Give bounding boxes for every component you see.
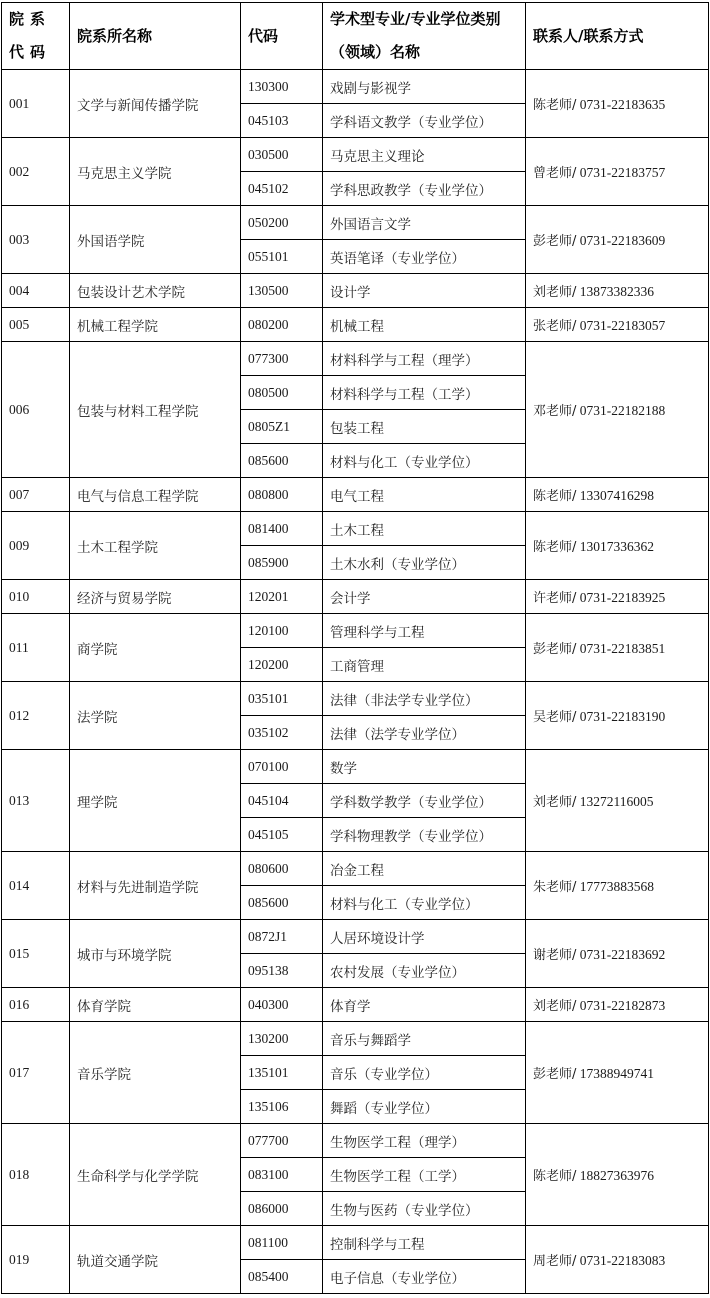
- major-name-cell: 冶金工程: [323, 852, 526, 886]
- contact-phone: 0731-22183757: [576, 165, 666, 180]
- contact-name: 周老师/: [533, 1254, 577, 1269]
- dept-name-cell: 文学与新闻传播学院: [70, 70, 241, 138]
- contact-phone: 18827363976: [576, 1168, 655, 1183]
- contact-cell: [526, 308, 709, 342]
- major-code-cell: 130200: [241, 1022, 323, 1056]
- dept-name-cell: 马克思主义学院: [70, 138, 241, 206]
- major-code-cell: 030500: [241, 138, 323, 172]
- contact-cell: [526, 580, 709, 614]
- major-name-cell: 法律（法学专业学位）: [323, 716, 526, 750]
- table-row: [2, 988, 709, 1022]
- contact-name: 张老师/: [533, 319, 577, 334]
- major-code-cell: 081100: [241, 1226, 323, 1260]
- contact-name: 刘老师/: [533, 795, 577, 810]
- major-name-cell: 体育学: [323, 988, 526, 1022]
- major-code-cell: 070100: [241, 750, 323, 784]
- contact-name: 陈老师/: [533, 540, 577, 555]
- contact-name: 陈老师/: [533, 489, 577, 504]
- major-name-cell: 舞蹈（专业学位）: [323, 1090, 526, 1124]
- major-name-cell: 材料科学与工程（理学）: [323, 342, 526, 376]
- dept-code-cell: 007: [2, 478, 70, 512]
- contact-name: 许老师/: [533, 591, 577, 606]
- table-body: [2, 70, 709, 1294]
- table-row: [2, 682, 709, 716]
- header-dept-code: 院系代码: [2, 3, 70, 70]
- major-code-cell: 045103: [241, 104, 323, 138]
- dept-code-cell: 003: [2, 206, 70, 274]
- major-name-cell: 音乐（专业学位）: [323, 1056, 526, 1090]
- major-name-cell: 机械工程: [323, 308, 526, 342]
- dept-name-cell: 包装与材料工程学院: [70, 342, 241, 478]
- major-name-cell: 材料科学与工程（工学）: [323, 376, 526, 410]
- table-row: [2, 1226, 709, 1260]
- table-row: [2, 138, 709, 172]
- contact-cell: [526, 920, 709, 988]
- header-major-code: 代码: [241, 3, 323, 70]
- major-name-cell: 电子信息（专业学位）: [323, 1260, 526, 1294]
- major-name-cell: 学科语文教学（专业学位）: [323, 104, 526, 138]
- dept-name-cell: 材料与先进制造学院: [70, 852, 241, 920]
- major-name-cell: 戏剧与影视学: [323, 70, 526, 104]
- header-dept-name: 院系所名称: [70, 3, 241, 70]
- major-code-cell: 077700: [241, 1124, 323, 1158]
- dept-code-cell: 017: [2, 1022, 70, 1124]
- table-row: [2, 750, 709, 784]
- table-row: [2, 580, 709, 614]
- major-code-cell: 135106: [241, 1090, 323, 1124]
- table-row: [2, 852, 709, 886]
- contact-phone: 13017336362: [576, 539, 655, 554]
- contact-name: 朱老师/: [533, 880, 577, 895]
- contact-cell: [526, 70, 709, 138]
- contact-name: 吴老师/: [533, 710, 577, 725]
- contact-name: 谢老师/: [533, 948, 577, 963]
- contact-name: 彭老师/: [533, 642, 577, 657]
- contact-cell: [526, 512, 709, 580]
- major-name-cell: 控制科学与工程: [323, 1226, 526, 1260]
- major-code-cell: 0872J1: [241, 920, 323, 954]
- dept-code-cell: 010: [2, 580, 70, 614]
- table-row: [2, 274, 709, 308]
- dept-name-cell: 法学院: [70, 682, 241, 750]
- dept-code-cell: 015: [2, 920, 70, 988]
- major-name-cell: 生物医学工程（理学）: [323, 1124, 526, 1158]
- contact-phone: 0731-22183190: [576, 709, 666, 724]
- contact-cell: [526, 852, 709, 920]
- contact-phone: 0731-22183925: [576, 590, 666, 605]
- major-code-cell: 120200: [241, 648, 323, 682]
- dept-name-cell: 机械工程学院: [70, 308, 241, 342]
- dept-code-cell: 004: [2, 274, 70, 308]
- major-code-cell: 080500: [241, 376, 323, 410]
- contact-phone: 0731-22183609: [576, 233, 666, 248]
- table-row: [2, 478, 709, 512]
- contact-cell: [526, 478, 709, 512]
- table-row: [2, 342, 709, 376]
- major-code-cell: 085400: [241, 1260, 323, 1294]
- table-row: [2, 512, 709, 546]
- contact-name: 刘老师/: [533, 999, 577, 1014]
- contact-phone: 0731-22183851: [576, 641, 666, 656]
- major-code-cell: 081400: [241, 512, 323, 546]
- dept-name-cell: 生命科学与化学学院: [70, 1124, 241, 1226]
- major-name-cell: 学科数学教学（专业学位）: [323, 784, 526, 818]
- major-name-cell: 材料与化工（专业学位）: [323, 886, 526, 920]
- header-major-name: 学术型专业/专业学位类别（领域）名称: [323, 3, 526, 70]
- contact-cell: [526, 206, 709, 274]
- dept-name-cell: 理学院: [70, 750, 241, 852]
- major-name-cell: 人居环境设计学: [323, 920, 526, 954]
- contact-cell: [526, 1226, 709, 1294]
- major-name-cell: 外国语言文学: [323, 206, 526, 240]
- contact-cell: [526, 682, 709, 750]
- dept-code-cell: 016: [2, 988, 70, 1022]
- dept-code-cell: 019: [2, 1226, 70, 1294]
- major-name-cell: 会计学: [323, 580, 526, 614]
- major-name-cell: 材料与化工（专业学位）: [323, 444, 526, 478]
- major-code-cell: 045102: [241, 172, 323, 206]
- major-code-cell: 035102: [241, 716, 323, 750]
- major-name-cell: 土木水利（专业学位）: [323, 546, 526, 580]
- major-name-cell: 生物与医药（专业学位）: [323, 1192, 526, 1226]
- major-code-cell: 050200: [241, 206, 323, 240]
- contact-cell: [526, 138, 709, 206]
- dept-name-cell: 轨道交通学院: [70, 1226, 241, 1294]
- contact-name: 彭老师/: [533, 234, 577, 249]
- dept-name-cell: 音乐学院: [70, 1022, 241, 1124]
- major-code-cell: 045104: [241, 784, 323, 818]
- major-code-cell: 085900: [241, 546, 323, 580]
- contact-phone: 0731-22183057: [576, 318, 666, 333]
- dept-code-cell: 014: [2, 852, 70, 920]
- contact-phone: 0731-22182873: [576, 998, 666, 1013]
- dept-code-cell: 005: [2, 308, 70, 342]
- major-code-cell: 085600: [241, 444, 323, 478]
- major-code-cell: 135101: [241, 1056, 323, 1090]
- major-code-cell: 120100: [241, 614, 323, 648]
- major-name-cell: 音乐与舞蹈学: [323, 1022, 526, 1056]
- contact-cell: [526, 1124, 709, 1226]
- dept-code-cell: 006: [2, 342, 70, 478]
- major-code-cell: 080800: [241, 478, 323, 512]
- table-row: [2, 920, 709, 954]
- dept-code-cell: 013: [2, 750, 70, 852]
- dept-code-cell: 009: [2, 512, 70, 580]
- major-name-cell: 数学: [323, 750, 526, 784]
- major-code-cell: 095138: [241, 954, 323, 988]
- contact-name: 陈老师/: [533, 98, 577, 113]
- contact-name: 邓老师/: [533, 404, 577, 419]
- major-name-cell: 工商管理: [323, 648, 526, 682]
- contact-phone: 0731-22182188: [576, 403, 666, 418]
- table-row: [2, 1022, 709, 1056]
- major-code-cell: 085600: [241, 886, 323, 920]
- dept-code-cell: 002: [2, 138, 70, 206]
- contact-phone: 0731-22183692: [576, 947, 666, 962]
- dept-name-cell: 电气与信息工程学院: [70, 478, 241, 512]
- dept-name-cell: 城市与环境学院: [70, 920, 241, 988]
- header-row: [2, 3, 709, 70]
- dept-name-cell: 包装设计艺术学院: [70, 274, 241, 308]
- major-code-cell: 083100: [241, 1158, 323, 1192]
- table-row: [2, 1124, 709, 1158]
- major-name-cell: 马克思主义理论: [323, 138, 526, 172]
- major-name-cell: 学科物理教学（专业学位）: [323, 818, 526, 852]
- contact-cell: [526, 274, 709, 308]
- major-name-cell: 土木工程: [323, 512, 526, 546]
- major-code-cell: 080200: [241, 308, 323, 342]
- contact-phone: 0731-22183635: [576, 97, 666, 112]
- major-name-cell: 学科思政教学（专业学位）: [323, 172, 526, 206]
- dept-code-cell: 001: [2, 70, 70, 138]
- contact-phone: 17388949741: [576, 1066, 655, 1081]
- contact-cell: [526, 1022, 709, 1124]
- dept-name-cell: 外国语学院: [70, 206, 241, 274]
- contact-name: 刘老师/: [533, 285, 577, 300]
- major-code-cell: 080600: [241, 852, 323, 886]
- contact-name: 曾老师/: [533, 166, 577, 181]
- table-row: [2, 206, 709, 240]
- major-code-cell: 130500: [241, 274, 323, 308]
- dept-name-cell: 经济与贸易学院: [70, 580, 241, 614]
- contact-cell: [526, 988, 709, 1022]
- major-code-cell: 045105: [241, 818, 323, 852]
- department-contact-table: [1, 2, 709, 1294]
- major-name-cell: 设计学: [323, 274, 526, 308]
- major-name-cell: 包装工程: [323, 410, 526, 444]
- contact-phone: 13272116005: [576, 794, 654, 809]
- major-name-cell: 法律（非法学专业学位）: [323, 682, 526, 716]
- contact-phone: 13307416298: [576, 488, 655, 503]
- contact-phone: 0731-22183083: [576, 1253, 666, 1268]
- contact-name: 彭老师/: [533, 1067, 577, 1082]
- contact-phone: 13873382336: [576, 284, 655, 299]
- table-row: [2, 614, 709, 648]
- contact-phone: 17773883568: [576, 879, 655, 894]
- contact-name: 陈老师/: [533, 1169, 577, 1184]
- major-code-cell: 055101: [241, 240, 323, 274]
- dept-code-cell: 018: [2, 1124, 70, 1226]
- contact-cell: [526, 342, 709, 478]
- major-name-cell: 农村发展（专业学位）: [323, 954, 526, 988]
- contact-cell: [526, 750, 709, 852]
- major-code-cell: 120201: [241, 580, 323, 614]
- major-code-cell: 086000: [241, 1192, 323, 1226]
- major-name-cell: 电气工程: [323, 478, 526, 512]
- major-code-cell: 035101: [241, 682, 323, 716]
- major-name-cell: 生物医学工程（工学）: [323, 1158, 526, 1192]
- major-code-cell: 0805Z1: [241, 410, 323, 444]
- dept-code-cell: 012: [2, 682, 70, 750]
- table-row: [2, 70, 709, 104]
- dept-name-cell: 体育学院: [70, 988, 241, 1022]
- table-row: [2, 308, 709, 342]
- major-code-cell: 040300: [241, 988, 323, 1022]
- major-name-cell: 管理科学与工程: [323, 614, 526, 648]
- major-code-cell: 077300: [241, 342, 323, 376]
- header-contact: 联系人/联系方式: [526, 3, 709, 70]
- dept-name-cell: 土木工程学院: [70, 512, 241, 580]
- major-name-cell: 英语笔译（专业学位）: [323, 240, 526, 274]
- contact-cell: [526, 614, 709, 682]
- dept-code-cell: 011: [2, 614, 70, 682]
- dept-name-cell: 商学院: [70, 614, 241, 682]
- major-code-cell: 130300: [241, 70, 323, 104]
